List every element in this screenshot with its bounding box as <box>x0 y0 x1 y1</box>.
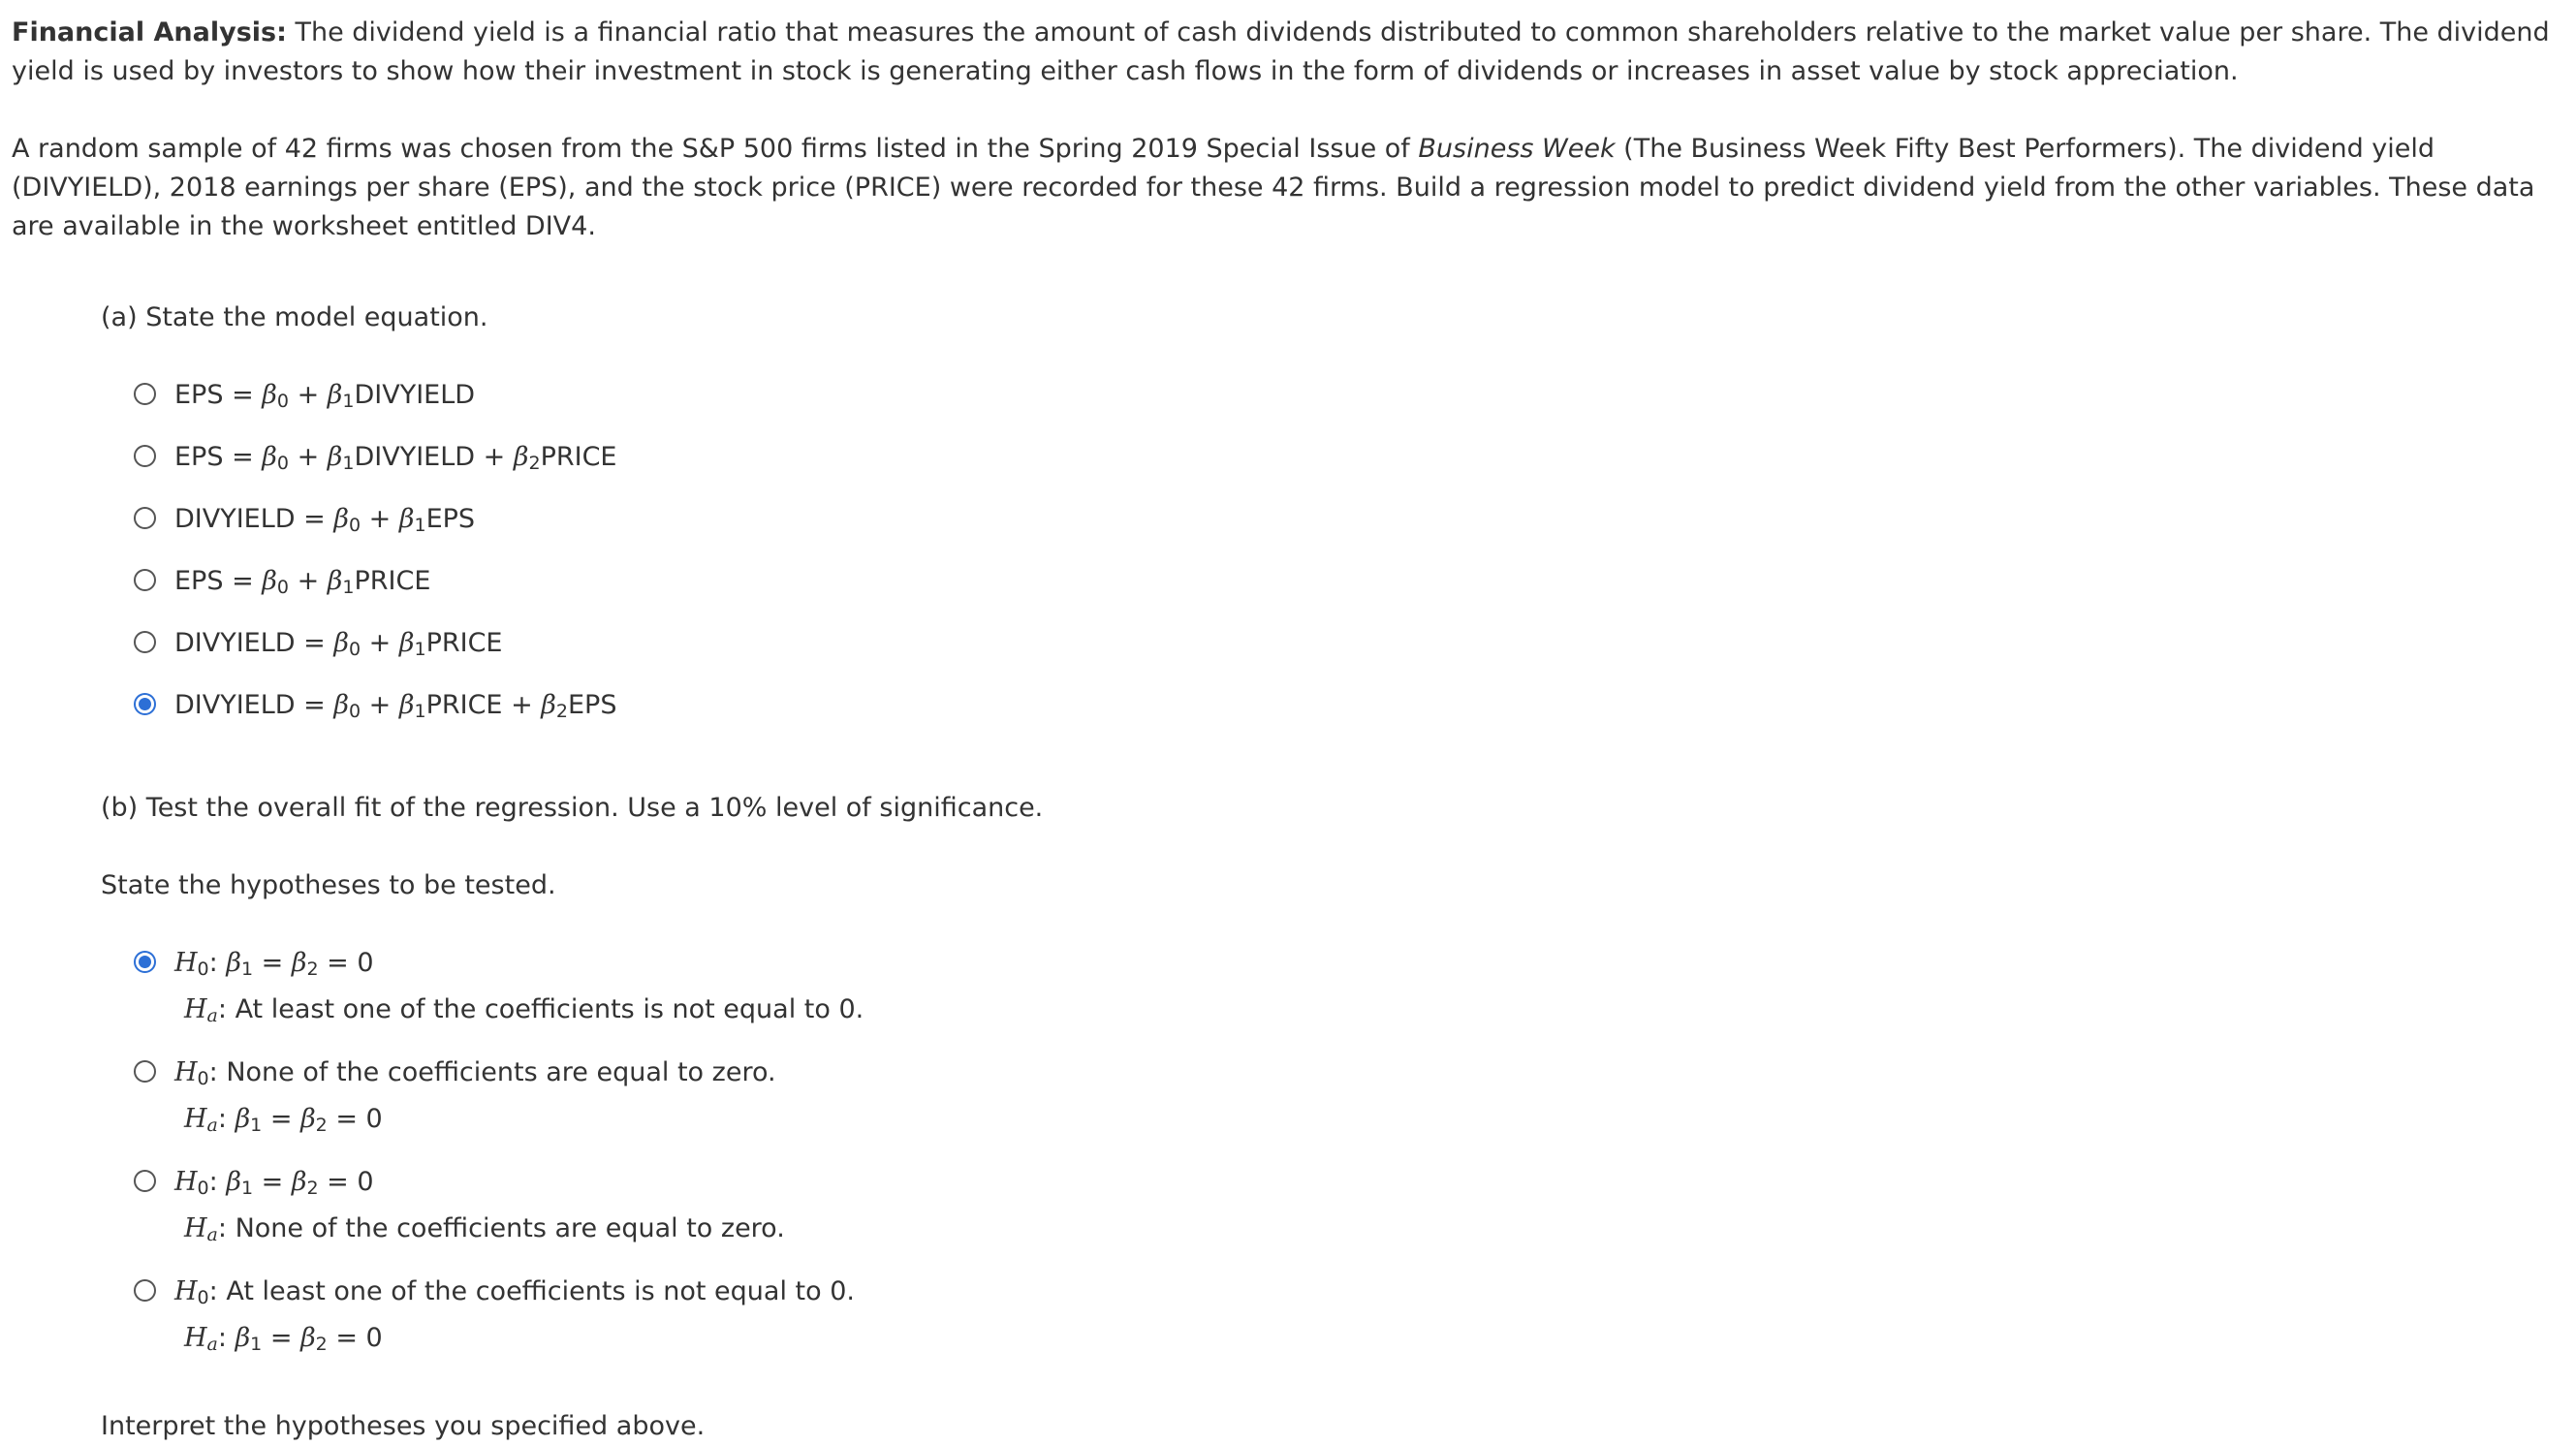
null-hypothesis-text: $\beta_1 = \beta_2 = 0$ <box>226 1167 374 1199</box>
equation-lhs: DIVYIELD <box>174 690 296 720</box>
part-b-prompt: (b) Test the overall fit of the regression. Use a 10% level of significance. <box>101 793 1044 823</box>
beta-0-symbol: $\beta_0$ <box>262 442 289 474</box>
alternative-hypothesis: $H_a$: At least one of the coefficients is not equal to 0. <box>184 994 864 1026</box>
beta-2-symbol: $\beta_2$ <box>541 690 568 722</box>
h0-symbol: $H_0$ <box>174 1057 209 1089</box>
null-hypothesis-text: At least one of the coefficients is not equal to 0. <box>226 1276 855 1306</box>
beta-1-symbol: $\beta_1$ <box>327 442 355 474</box>
ha-symbol: $H_a$ <box>184 994 218 1026</box>
equation-term: EPS <box>425 504 476 534</box>
beta-2-symbol: $\beta_2$ <box>300 1104 328 1136</box>
radio-unselected[interactable] <box>134 1279 156 1302</box>
equation-term: PRICE <box>425 690 503 720</box>
beta-2-symbol: $\beta_2$ <box>291 948 319 980</box>
model-equation: EPS = $\beta_0$ + $\beta_1PRICE$ <box>174 566 431 598</box>
equation-lhs: DIVYIELD <box>174 628 296 658</box>
null-hypothesis: $H_0$: None of the coefficients are equal to zero. <box>174 1057 776 1089</box>
beta-1-symbol: $\beta_1$ <box>398 504 426 536</box>
beta-2-symbol: $\beta_2$ <box>291 1167 319 1199</box>
beta-1-symbol: $\beta_1$ <box>235 1323 263 1355</box>
beta-1-symbol: $\beta_1$ <box>398 628 426 660</box>
sample-text-italic: Business Week <box>1418 134 1616 164</box>
equation-term: DIVYIELD <box>354 380 476 410</box>
model-equation: EPS = $\beta_0$ + $\beta_1DIVYIELD$ <box>174 380 476 412</box>
radio-unselected[interactable] <box>134 569 156 591</box>
beta-2-symbol: $\beta_2$ <box>300 1323 328 1355</box>
part-a-prompt: (a) State the model equation. <box>101 302 488 332</box>
sample-paragraph <box>12 130 2566 246</box>
beta-0-symbol: $\beta_0$ <box>262 380 289 412</box>
intro-paragraph <box>12 0 2566 91</box>
equation-term: PRICE <box>354 566 431 596</box>
equation-term: PRICE <box>540 442 617 472</box>
radio-unselected[interactable] <box>134 383 156 405</box>
intro-bold-label: Financial Analysis: <box>12 17 287 47</box>
alternative-hypothesis: $H_a$: None of the coefficients are equal to zero. <box>184 1213 785 1245</box>
hypotheses-prompt: State the hypotheses to be tested. <box>101 870 556 900</box>
alternative-hypothesis-text: At least one of the coefficients is not equal to 0. <box>235 994 864 1024</box>
beta-1-symbol: $\beta_1$ <box>226 948 254 980</box>
model-equation: DIVYIELD = $\beta_0$ + $\beta_1PRICE$ <box>174 628 503 660</box>
intro-text: The dividend yield is a financial ratio that measures the amount of cash dividends distributed to common shareholders relative to the market value per share. The dividend yield is used by investors to show how their investment in stock is generating either cash flows in the form of dividends or increases in asset value by stock appreciation. <box>12 17 2550 86</box>
sample-text-after: (The Business Week Fifty Best Performers). The dividend yield (DIVYIELD), 2018 earnings per share (EPS), and the stock price (PRICE) were recorded for these 42 firms. Build a regression model to predict dividend yield from the other variables. These data are available in the worksheet entitled DIV4. <box>12 134 2535 241</box>
radio-unselected[interactable] <box>134 1060 156 1083</box>
beta-1-symbol: $\beta_1$ <box>327 566 355 598</box>
question-page <box>12 0 2566 246</box>
interpret-prompt: Interpret the hypotheses you specified above. <box>101 1411 706 1441</box>
ha-symbol: $H_a$ <box>184 1213 218 1245</box>
null-hypothesis-text: $\beta_1 = \beta_2 = 0$ <box>226 948 374 980</box>
h0-symbol: $H_0$ <box>174 948 209 980</box>
model-equation: DIVYIELD = $\beta_0$ + $\beta_1PRICE + \beta_2EPS$ <box>174 690 617 722</box>
radio-unselected[interactable] <box>134 445 156 467</box>
alternative-hypothesis-text: $\beta_1 = \beta_2 = 0$ <box>235 1323 383 1355</box>
null-hypothesis: $H_0$: $\beta_1 = \beta_2 = 0$ <box>174 948 374 980</box>
model-equation: DIVYIELD = $\beta_0 + \beta_1EPS$ <box>174 504 476 536</box>
ha-symbol: $H_a$ <box>184 1104 218 1136</box>
model-equation: EPS = $\beta_0$ + $\beta_1DIVYIELD$ + $\beta_2PRICE$ <box>174 442 617 474</box>
ha-symbol: $H_a$ <box>184 1323 218 1355</box>
alternative-hypothesis-text: $\beta_1 = \beta_2 = 0$ <box>235 1104 383 1136</box>
radio-unselected[interactable] <box>134 507 156 529</box>
beta-1-symbol: $\beta_1$ <box>235 1104 263 1136</box>
equation-lhs: EPS <box>174 566 224 596</box>
radio-unselected[interactable] <box>134 631 156 653</box>
alternative-hypothesis: $H_a$: $\beta_1 = \beta_2 = 0$ <box>184 1104 383 1136</box>
radio-selected[interactable] <box>134 951 156 973</box>
beta-0-symbol: $\beta_0$ <box>262 566 289 598</box>
null-hypothesis-text: None of the coefficients are equal to zero. <box>226 1057 776 1087</box>
h0-symbol: $H_0$ <box>174 1167 209 1199</box>
beta-1-symbol: $\beta_1$ <box>398 690 426 722</box>
h0-symbol: $H_0$ <box>174 1276 209 1308</box>
beta-0-symbol: $\beta_0$ <box>333 690 361 722</box>
equation-lhs: DIVYIELD <box>174 504 296 534</box>
alternative-hypothesis: $H_a$: $\beta_1 = \beta_2 = 0$ <box>184 1323 383 1355</box>
beta-0-symbol: $\beta_0$ <box>333 504 361 536</box>
alternative-hypothesis-text: None of the coefficients are equal to zero. <box>235 1213 785 1243</box>
null-hypothesis: $H_0$: At least one of the coefficients is not equal to 0. <box>174 1276 855 1308</box>
null-hypothesis: $H_0$: $\beta_1 = \beta_2 = 0$ <box>174 1167 374 1199</box>
equation-term: PRICE <box>425 628 503 658</box>
equation-term: EPS <box>568 690 617 720</box>
beta-0-symbol: $\beta_0$ <box>333 628 361 660</box>
equation-term: DIVYIELD <box>354 442 476 472</box>
radio-unselected[interactable] <box>134 1170 156 1192</box>
beta-1-symbol: $\beta_1$ <box>226 1167 254 1199</box>
sample-text-before: A random sample of 42 firms was chosen from the S&P 500 firms listed in the Spring 2019 Special Issue of <box>12 134 1419 164</box>
equation-lhs: EPS <box>174 380 224 410</box>
equation-lhs: EPS <box>174 442 224 472</box>
beta-2-symbol: $\beta_2$ <box>513 442 541 474</box>
beta-1-symbol: $\beta_1$ <box>327 380 355 412</box>
radio-selected[interactable] <box>134 693 156 715</box>
